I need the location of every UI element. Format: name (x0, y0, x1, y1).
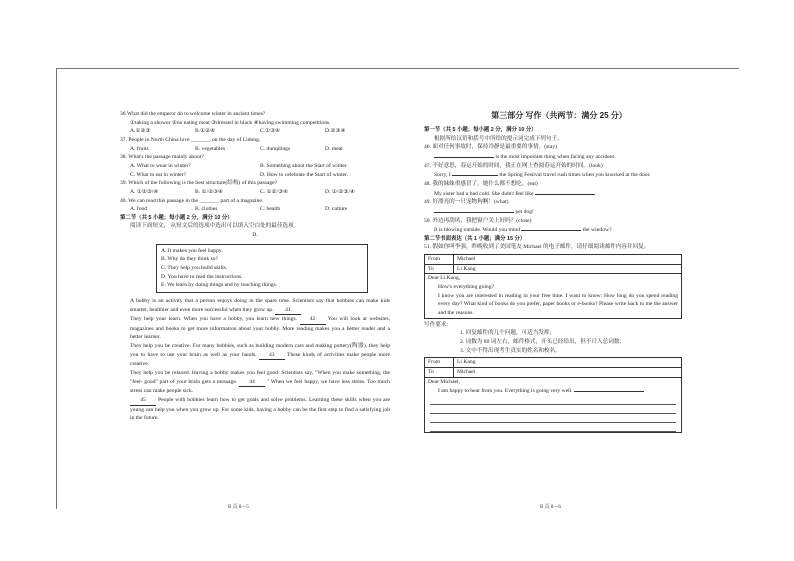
requirements-title: 写作要求： (424, 321, 452, 328)
email1-to: Li Kang (454, 264, 682, 274)
q37-options (120, 145, 390, 154)
choice-d: D. You have to read the instructions. (161, 273, 243, 280)
q37-option-b: B. vegetables (195, 145, 226, 152)
q50-prompt: 50. 外边再刮风，我把窗户关上好吗？(close) (424, 217, 532, 224)
email1-line1: How's everything going? (438, 283, 495, 290)
q50-blank[interactable] (521, 225, 581, 231)
q37-option-c: C. dumplings (260, 145, 291, 152)
paragraph-2 (120, 315, 390, 342)
q36-stem: 36.What did the emperor do to welcome winter in ancient times? (120, 111, 266, 117)
q36-option-d: D.②③④ (325, 128, 346, 135)
requirement-2: 2. 词数为 80 词左右，邮件格式，开头已经给出，但不计入总词数； (460, 338, 626, 345)
q38-options-row1 (120, 162, 390, 171)
email2-line1-row (428, 386, 678, 396)
q39-options (120, 188, 390, 197)
email2-from-label: From (425, 358, 454, 368)
email2-to: Michael (454, 367, 682, 377)
right-section1-title: 第一节（共 5 小题；每小题 2 分，满分 10 分） (424, 127, 537, 134)
q49-english: pet dog! (515, 209, 534, 216)
q40-stem: 40. We can read this passage in the _______ part of a magazine. (120, 197, 264, 204)
email2-greeting: Dear Michael, (428, 378, 460, 385)
q47-english-b: the Spring Festival travel rush times when you knocked at the door. (499, 172, 651, 179)
paragraph-2-text-a: They help your learn. When you have a hobby, you learn new things. (130, 316, 298, 323)
blank-44[interactable]: 44 (239, 378, 265, 388)
passage-label: D. (252, 231, 258, 238)
q38-option-a: A. What to wear in winter? (130, 162, 191, 169)
email1-from: Michael (454, 255, 682, 265)
q39-option-c: C. ①②/③④ (260, 188, 289, 195)
q39-option-b: B. ①/②③④ (195, 188, 224, 195)
choice-a: A. It makes you feel happy. (161, 247, 223, 254)
q36-items: ①taking a shower ②no eating meat ③dressed in black ④having swimming competitions. (130, 119, 331, 126)
left-page-footer: B 页 8—5 (228, 505, 249, 510)
paragraph-4-text-b: " When we feel happy, we have less stress. Too much stress can make people sick. (130, 378, 390, 395)
q49-prompt: 49. 好漂亮的一只宠物狗啊！(what) (424, 199, 509, 206)
q48-blank[interactable] (535, 189, 595, 195)
q37-stem: 37. People in North China love _______ on the day of Lidong. (120, 136, 261, 143)
blank-43[interactable]: 43 (259, 351, 285, 361)
q48-prompt: 48. 我的妹妹重感冒了，她什么都不想吃。(eat) (424, 181, 538, 188)
paragraph-4-text-a: They help you be relaxed. Having a hobby makes you feel good. Scientists say, "When you make something, the "feel- good" part of your brain gets a message. (130, 370, 390, 385)
q39-stem: 39. Which of the following is the best structure(结构) of this passage? (120, 180, 278, 187)
email1-from-label: From (425, 255, 454, 265)
q48-answer-line (424, 189, 694, 199)
choice-e: E. We learn by doing things and by touching things. (161, 282, 278, 289)
q49-blank[interactable] (434, 207, 514, 213)
section2-instructions: 阅读下面短文， 从短文后的选项中选出可以填入空白处的最佳选项。 (130, 223, 300, 230)
q38-option-b: B. Something about the Start of winter. (260, 162, 348, 169)
q47-answer-line (424, 170, 694, 180)
choices-box (156, 244, 368, 293)
q47-prompt: 47. 不好意思，春运开始的时间，我正在网上查阅春运开始的时间。(look) (424, 162, 603, 169)
email1-body-cell (425, 274, 682, 318)
q36-option-c: C.①③④ (260, 128, 281, 135)
paragraph-3-text-b: These kinds of activities make people more creative. (130, 351, 390, 368)
reply-email (424, 357, 682, 433)
choice-c: C. They help you build skills. (161, 264, 228, 271)
paragraph-4 (120, 369, 390, 396)
q50-english-b: the window? (582, 227, 612, 234)
section2-title: 第二节（共 5 小题；每小题 2 分，满分 10 分） (120, 214, 233, 221)
q36-option-b: B.①②④ (195, 128, 216, 135)
right-page (424, 110, 694, 435)
email1-to-label: To (425, 264, 454, 274)
q46-answer-line (424, 152, 694, 162)
right-page-footer: B 页 8—6 (540, 505, 561, 510)
q46-blank[interactable] (434, 152, 494, 158)
right-section2-title: 第二节书面表达（共 1 小题；满分 15 分） (424, 235, 526, 242)
email2-line1: I am happy to hear from you. Everything is going very well. (438, 388, 573, 395)
email2-blank-1[interactable] (574, 386, 644, 392)
left-page (120, 110, 390, 423)
q39-option-a: A. ①②③/④ (130, 188, 159, 195)
q47-english-a: Sorry, I (434, 172, 451, 179)
email2-writing-line-2[interactable] (430, 405, 676, 414)
incoming-email (424, 254, 682, 319)
part3-title: 第三部分 写作（共两节：满分 25 分） (491, 111, 627, 120)
email1-greeting: Dear Li Kang, (428, 275, 461, 282)
q49-answer-line (424, 207, 694, 217)
q38-option-c: C. What to eat in winter? (130, 171, 187, 178)
email1-body: I know you are interested in reading in your free time. I want to know: How long do you spend reading every day? What kind of books do you prefer, paper books or e-books? Please write back to me the answer and the reasons. (438, 292, 678, 316)
q39-option-d: D. ①/②③/④ (325, 188, 356, 195)
q40-option-c: C. health (260, 206, 281, 213)
right-section1-instructions: 根据所给汉语和括号中所给的提示词完成下列句子。 (434, 135, 563, 142)
requirements-list (424, 329, 694, 355)
q46-prompt: 46. 面对任何事故时，保持冷静是最重要的事情。(stay) (424, 144, 558, 151)
q36-option-a: A.①②③ (130, 128, 151, 135)
q48-english: My sister had a bad cold. She didn't feel like (434, 190, 534, 197)
paragraph-1-text: A hobby is an activity that a person enjoys doing in the spare time. Scientists say that hobbies can make kids smarter, healthier and even more successful when they grow up. (130, 297, 390, 313)
q40-option-b: B. clothes (195, 206, 218, 213)
email2-writing-line-1[interactable] (430, 396, 676, 405)
paragraph-3 (120, 342, 390, 369)
q50-answer-line (424, 225, 694, 235)
email2-writing-line-3[interactable] (430, 414, 676, 423)
email2-body-cell (425, 377, 682, 432)
email2-writing-line-4[interactable] (430, 423, 676, 432)
blank-41[interactable]: 41 (275, 306, 301, 316)
q40-option-d: D. culture (325, 206, 348, 213)
q38-option-d: D. How to celebrate the Start of winter. (260, 171, 349, 178)
q37-option-a: A. fruits (130, 145, 149, 152)
q46-english: is the most important thing when facing any accident. (495, 154, 616, 161)
paragraph-5-text: People with hobbies learn how to get goals and solve problems. Learning these skills when you are young can help you when you grow up. For some kids, having a hobby can be the first step to find a satisfying job in the future. (130, 397, 390, 422)
paragraph-1 (120, 297, 390, 315)
q51-prompt: 51. 假如你叫李强，昨晚收到了美国笔友 Michael 的电子邮件，请仔细阅读邮件内容并回复。 (424, 244, 650, 251)
email2-from: Li Kang (454, 358, 682, 368)
q40-options (120, 205, 390, 214)
choice-b: B. Why do they think so? (161, 256, 219, 263)
paragraph-5 (120, 396, 390, 423)
requirement-3: 3. 文中不得出现考生真实的姓名和校名。 (460, 347, 561, 354)
q36-options (120, 127, 390, 136)
paragraph-2-text-b: You will look at websites, magazines and books to get more information about your hobby. More reading makes you a better reader and a better learner. (130, 316, 390, 341)
q37-option-d: D. meat (325, 145, 343, 152)
q47-blank[interactable] (452, 170, 498, 176)
blank-42[interactable]: 42 (300, 315, 326, 325)
paragraph-3-text-a: They help you be creative. For many hobbies, such as building modern cars and making pottery(陶器), they help you to have to use your brain as well as your hands. (130, 343, 390, 358)
q50-english-a: It is blowing outside. Would you mind (434, 227, 520, 234)
q38-options-row2 (120, 171, 390, 180)
q38-stem: 38. What's the passage mainly about? (120, 154, 204, 161)
q40-option-a: A. food (130, 206, 148, 213)
requirement-1: 1. 回复邮件的几个问题，可适当发挥； (460, 330, 556, 337)
blank-45[interactable]: 45 (130, 396, 156, 406)
email2-to-label: To (425, 367, 454, 377)
